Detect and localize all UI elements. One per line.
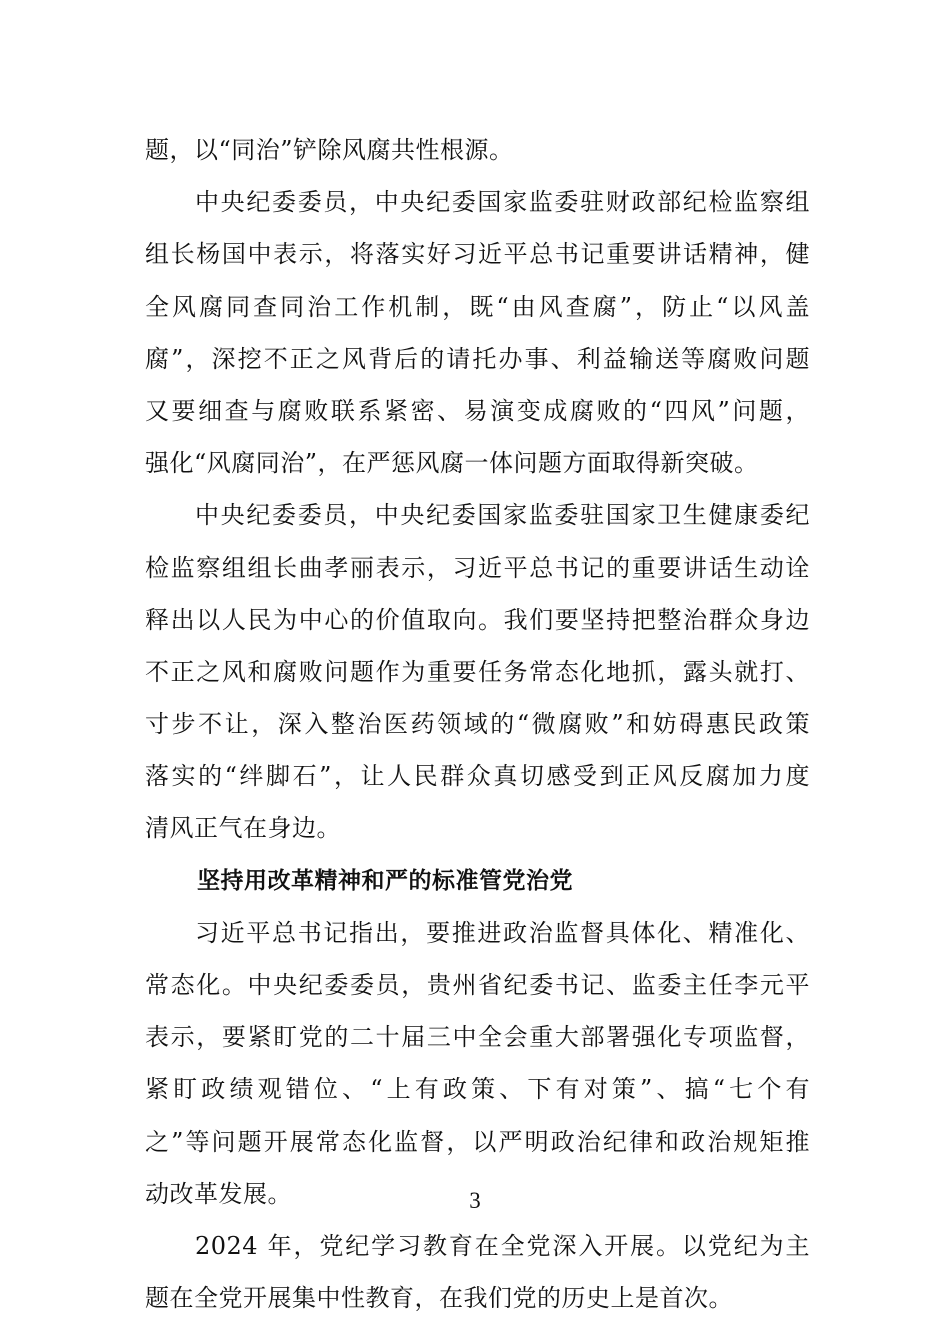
text-line: 之”等问题开展常态化监督，以严明政治纪律和政治规矩推 bbox=[145, 1127, 810, 1156]
text-line: 寸步不让，深入整治医药领域的“微腐败”和妨碍惠民政策 bbox=[145, 710, 810, 739]
text-line: 动改革发展。 bbox=[145, 1179, 292, 1208]
text-line: 中央纪委委员，中央纪委国家监委驻财政部纪检监察组 bbox=[195, 188, 810, 217]
text-line: 表示，要紧盯党的二十届三中全会重大部署强化专项监督， bbox=[145, 1023, 810, 1052]
text-line: 不正之风和腐败问题作为重要任务常态化地抓，露头就打、 bbox=[145, 657, 810, 686]
text-line: 题在全党开展集中性教育，在我们党的历史上是首次。 bbox=[145, 1284, 733, 1313]
text-line: 强化“风腐同治”，在严惩风腐一体问题方面取得新突破。 bbox=[145, 449, 759, 478]
section-heading: 坚持用改革精神和严的标准管党治党 bbox=[197, 867, 573, 894]
page-number: 3 bbox=[469, 1188, 481, 1213]
text-line: 落实的“绊脚石”，让人民群众真切感受到正风反腐加力度 bbox=[145, 762, 810, 791]
text-line: 中央纪委委员，中央纪委国家监委驻国家卫生健康委纪 bbox=[195, 501, 810, 530]
text-line: 2024 年，党纪学习教育在全党深入开展。以党纪为主 bbox=[195, 1231, 810, 1260]
text-line: 习近平总书记指出，要推进政治监督具体化、精准化、 bbox=[195, 918, 810, 947]
text-line: 又要细查与腐败联系紧密、易演变成腐败的“四风”问题， bbox=[145, 396, 810, 425]
body-text bbox=[145, 124, 810, 1324]
text-line: 释出以人民为中心的价值取向。我们要坚持把整治群众身边 bbox=[145, 605, 810, 634]
text-line: 题，以“同治”铲除风腐共性根源。 bbox=[145, 136, 514, 164]
text-line: 紧盯政绩观错位、“上有政策、下有对策”、搞“七个有 bbox=[145, 1075, 810, 1104]
text-line: 检监察组组长曲孝丽表示，习近平总书记的重要讲话生动诠 bbox=[145, 553, 810, 582]
text-line: 全风腐同查同治工作机制，既“由风查腐”，防止“以风盖 bbox=[145, 292, 810, 321]
text-line: 清风正气在身边。 bbox=[145, 814, 341, 843]
text-line: 腐”，深挖不正之风背后的请托办事、利益输送等腐败问题 bbox=[145, 344, 810, 373]
text-line: 组长杨国中表示，将落实好习近平总书记重要讲话精神，健 bbox=[145, 240, 810, 269]
text-line: 常态化。中央纪委委员，贵州省纪委书记、监委主任李元平 bbox=[145, 971, 810, 999]
